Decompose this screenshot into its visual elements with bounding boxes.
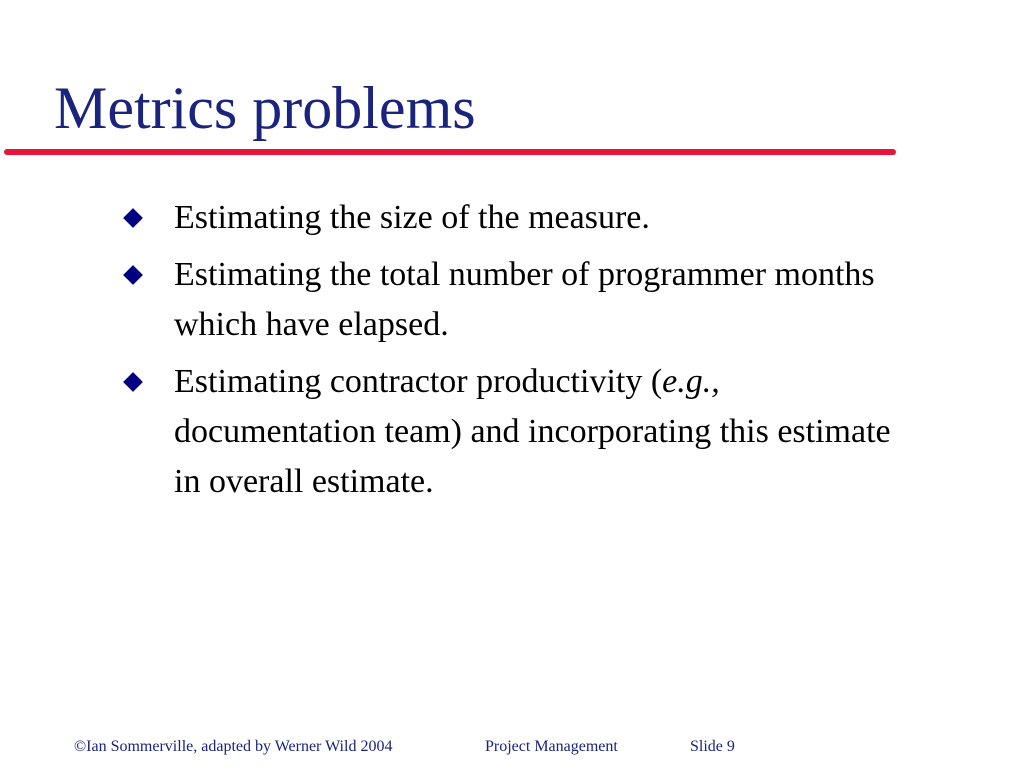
bullet-text: Estimating the size of the measure. <box>174 199 650 236</box>
bullet-list <box>120 193 920 514</box>
bullet-item <box>120 357 920 507</box>
bullet-text-start: Estimating contractor productivity ( <box>174 363 663 400</box>
footer-slide-number: Slide 9 <box>690 738 735 755</box>
bullet-item <box>120 250 920 350</box>
footer-copyright: ©Ian Sommerville, adapted by Werner Wild 2004 <box>74 738 393 755</box>
bullet-text: Estimating the total number of programmer months which have elapsed. <box>174 256 875 343</box>
diamond-icon <box>123 265 143 285</box>
title-underline <box>4 149 896 155</box>
footer-presentation-title: Project Management <box>485 738 618 755</box>
bullet-text-end: documentation team) and incorporating this estimate in overall estimate. <box>174 413 891 500</box>
diamond-icon <box>123 372 143 392</box>
bullet-item <box>120 193 920 243</box>
bullet-text <box>174 363 891 500</box>
diamond-icon <box>123 208 143 228</box>
slide-title: Metrics problems <box>54 75 476 141</box>
bullet-text-italic: e.g., <box>662 363 720 400</box>
